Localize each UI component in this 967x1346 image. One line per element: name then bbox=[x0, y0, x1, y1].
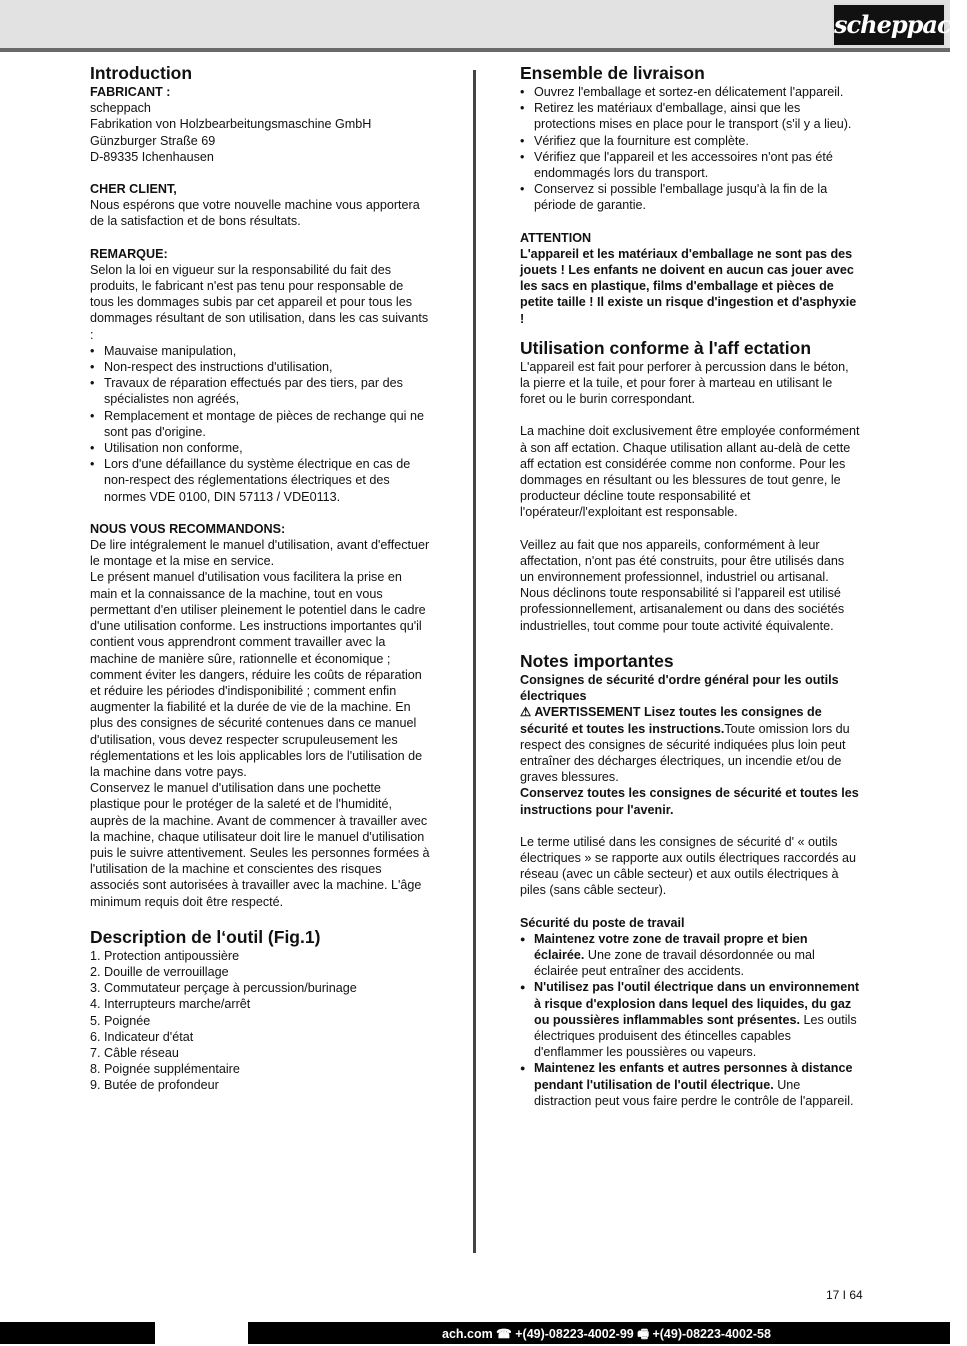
conservez-text: Conservez toutes les consignes de sécurité et toutes les instructions pour l'avenir. bbox=[520, 786, 859, 817]
list-item: 9. Butée de profondeur bbox=[90, 1078, 219, 1093]
utilisation-title: Utilisation conforme à l'aff ectation bbox=[520, 337, 812, 358]
client-label: CHER CLIENT, bbox=[90, 182, 177, 197]
page-number: 17 I 64 bbox=[826, 1288, 863, 1302]
list-item: 2. Douille de verrouillage bbox=[90, 964, 229, 979]
left-column bbox=[90, 62, 430, 1094]
remarque-list bbox=[90, 343, 430, 505]
list-item: • Utilisation non conforme, bbox=[90, 440, 430, 456]
remarque-label: REMARQUE: bbox=[90, 246, 168, 261]
list-item: 4. Interrupteurs marche/arrêt bbox=[90, 997, 251, 1012]
terme-text: Le terme utilisé dans les consignes de sécurité d' « outils électriques » se rapporte aux outils électriques raccordés au réseau (avec un câble secteur) et aux outils électriques à piles (sans câble secteur). bbox=[520, 834, 857, 898]
list-item: • Ouvrez l'emballage et sortez-en délicatement l'appareil. bbox=[520, 84, 860, 100]
footer-contact: ach.com ☎ +(49)-08223-4002-99 🖷 +(49)-08223-4002-58 bbox=[442, 1327, 771, 1341]
livraison-list bbox=[520, 84, 860, 214]
client-text: Nous espérons que votre nouvelle machine vous apportera de la satisfaction et de bons résultats. bbox=[90, 198, 420, 229]
fabricant-line: Günzburger Straße 69 bbox=[90, 133, 216, 148]
footer-accent bbox=[155, 1322, 248, 1344]
livraison-title: Ensemble de livraison bbox=[520, 63, 705, 83]
list-item: ● N'utilisez pas l'outil électrique dans un environnement à risque d'explosion dans lequel des liquides, du gaz ou poussières inflammables sont présentes. Les outils électriques produisent des étincelles capables d'enflammer les poussières ou vapeurs. bbox=[520, 979, 860, 1060]
utilisation-text: Veillez au fait que nos appareils, conformément à leur affectation, n'ont pas été construits, pour être utilisés dans un environnement professionnel, industriel ou artisanal. Nous déclinons toute responsabilité si l'appareil est utilisé professionnellement, artisanalement ou dans des sociétés industrielles, tout comme pour toute activité équivalente. bbox=[520, 537, 845, 633]
description-title: Description de l‘outil (Fig.1) bbox=[90, 926, 321, 947]
column-divider bbox=[473, 70, 476, 1253]
list-item: • Vérifiez que l'appareil et les accessoires n'ont pas été endommagés lors du transport. bbox=[520, 149, 860, 181]
list-item: ● Maintenez les enfants et autres personnes à distance pendant l'utilisation de l'outil électrique. Une distraction peut vous faire perdre le contrôle de l'appareil. bbox=[520, 1060, 860, 1109]
utilisation-text: La machine doit exclusivement être employée conformément à son aff ectation. Chaque utilisation allant au-delà de cette aff ectation est considérée comme non conforme. Pour les dommages en résultant ou les blessures de tout genre, le producteur décline toute responsabilité et l'opérateur/l'exploitant est responsable. bbox=[520, 424, 860, 520]
recommandons-text: De lire intégralement le manuel d'utilisation, avant d'effectuer le montage et la mise en service. bbox=[90, 538, 430, 569]
recommandons-text: Le présent manuel d'utilisation vous facilitera la prise en main et la connaissance de la machine, tout en vous permettant d'en utiliser pleinement le potentiel dans le cadre d'une utilisation conforme. Les instructions importantes qu'il contient vous apprendront comment travailler avec la machine de manière sûre, rationnelle et économique ; comment éviter les dangers, réduire les coûts de réparation et réduire les périodes d'indisponibilité ; comment enfin augmenter la fiabilité et la durée de vie de la machine. En plus des consignes de sécurité contenues dans ce manuel d'utilisation, vous devez respecter scrupuleusement les réglementations et les lois applicables lors de l'utilisation de la machine dans votre pays. bbox=[90, 570, 426, 779]
list-item: • Remplacement et montage de pièces de rechange qui ne sont pas d'origine. bbox=[90, 408, 430, 440]
list-item: 1. Protection antipoussière bbox=[90, 948, 240, 963]
list-item: 3. Commutateur perçage à percussion/burinage bbox=[90, 981, 357, 996]
scheppach-logo: scheppach bbox=[832, 3, 946, 47]
notes-subtitle: Consignes de sécurité d'ordre général pour les outils électriques bbox=[520, 672, 839, 704]
poste-list bbox=[520, 931, 860, 1109]
description-list bbox=[90, 948, 430, 1094]
warning-bold: ⚠ AVERTISSEMENT Lisez toutes les consignes de sécurité et toutes les instructions. bbox=[520, 705, 822, 736]
attention-text: L'appareil et les matériaux d'emballage ne sont pas des jouets ! Les enfants ne doivent en aucun cas jouer avec les sacs en plastique, films d'emballage et pièces de petite taille ! Il existe un risque d'ingestion et d'asphyxie ! bbox=[520, 246, 857, 326]
fabricant-label: FABRICANT : bbox=[90, 85, 171, 99]
list-item: • Travaux de réparation effectués par des tiers, par des spécialistes non agréés, bbox=[90, 375, 430, 407]
list-item: 5. Poignée bbox=[90, 1013, 151, 1028]
header-shadow bbox=[0, 48, 950, 52]
header-bar bbox=[0, 0, 950, 48]
notes-title: Notes importantes bbox=[520, 650, 674, 671]
fabricant-line: Fabrikation von Holzbearbeitungsmaschine GmbH bbox=[90, 117, 372, 132]
list-item: 7. Câble réseau bbox=[90, 1045, 179, 1060]
recommandons-label: NOUS VOUS RECOMMANDONS: bbox=[90, 521, 286, 536]
poste-label: Sécurité du poste de travail bbox=[520, 915, 685, 930]
list-item: • Non-respect des instructions d'utilisation, bbox=[90, 359, 430, 375]
utilisation-text: L'appareil est fait pour perforer à percussion dans le béton, la pierre et la tuile, et pour forer à marteau en utilisant le foret ou le burin correspondant. bbox=[520, 359, 849, 407]
fabricant-line: D-89335 Ichenhausen bbox=[90, 149, 214, 164]
recommandons-text: Conservez le manuel d'utilisation dans une pochette plastique pour le protéger de la saleté et de l'humidité, auprès de la machine. Avant de commencer à travailler avec la machine, chaque utilisateur doit lire le manuel d'utilisation puis le suivre attentivement. Seules les personnes formées à l'utilisation de la machine et conscientes des risques associés sont autorisées à travailler avec la machine. L'âge minimum requis doit être respecté. bbox=[90, 781, 430, 909]
warning-paragraph bbox=[520, 704, 860, 785]
list-item: ● Maintenez votre zone de travail propre et bien éclairée. Une zone de travail désordonnée ou mal éclairée peut entraîner des accidents. bbox=[520, 931, 860, 980]
fabricant-line: scheppach bbox=[90, 101, 151, 116]
list-item: • Retirez les matériaux d'emballage, ainsi que les protections mises en place pour le transport (s'il y a lieu). bbox=[520, 100, 860, 132]
attention-label: ATTENTION bbox=[520, 230, 592, 245]
list-item: • Lors d'une défaillance du système électrique en cas de non-respect des réglementations électriques et des normes VDE 0100, DIN 57113 / VDE0113. bbox=[90, 456, 430, 505]
intro-title: Introduction bbox=[90, 63, 193, 83]
list-item: 8. Poignée supplémentaire bbox=[90, 1062, 240, 1077]
warning-rest: Toute omission lors du respect des consignes de sécurité indiquées plus loin peut entraîner des décharges électriques, un incendie et/ou de graves blessures. bbox=[520, 721, 850, 785]
list-item: • Vérifiez que la fourniture est complète. bbox=[520, 133, 860, 149]
right-column bbox=[520, 62, 860, 1109]
remarque-text: Selon la loi en vigueur sur la responsabilité du fait des produits, le fabricant n'est pas tenu pour responsable de tous les dommages subis par cet appareil et pour tous les dommages résultant de son utilisation, dans les cas suivants : bbox=[90, 262, 429, 342]
list-item: • Mauvaise manipulation, bbox=[90, 343, 430, 359]
list-item: • Conservez si possible l'emballage jusqu'à la fin de la période de garantie. bbox=[520, 181, 860, 213]
list-item: 6. Indicateur d'état bbox=[90, 1029, 194, 1044]
